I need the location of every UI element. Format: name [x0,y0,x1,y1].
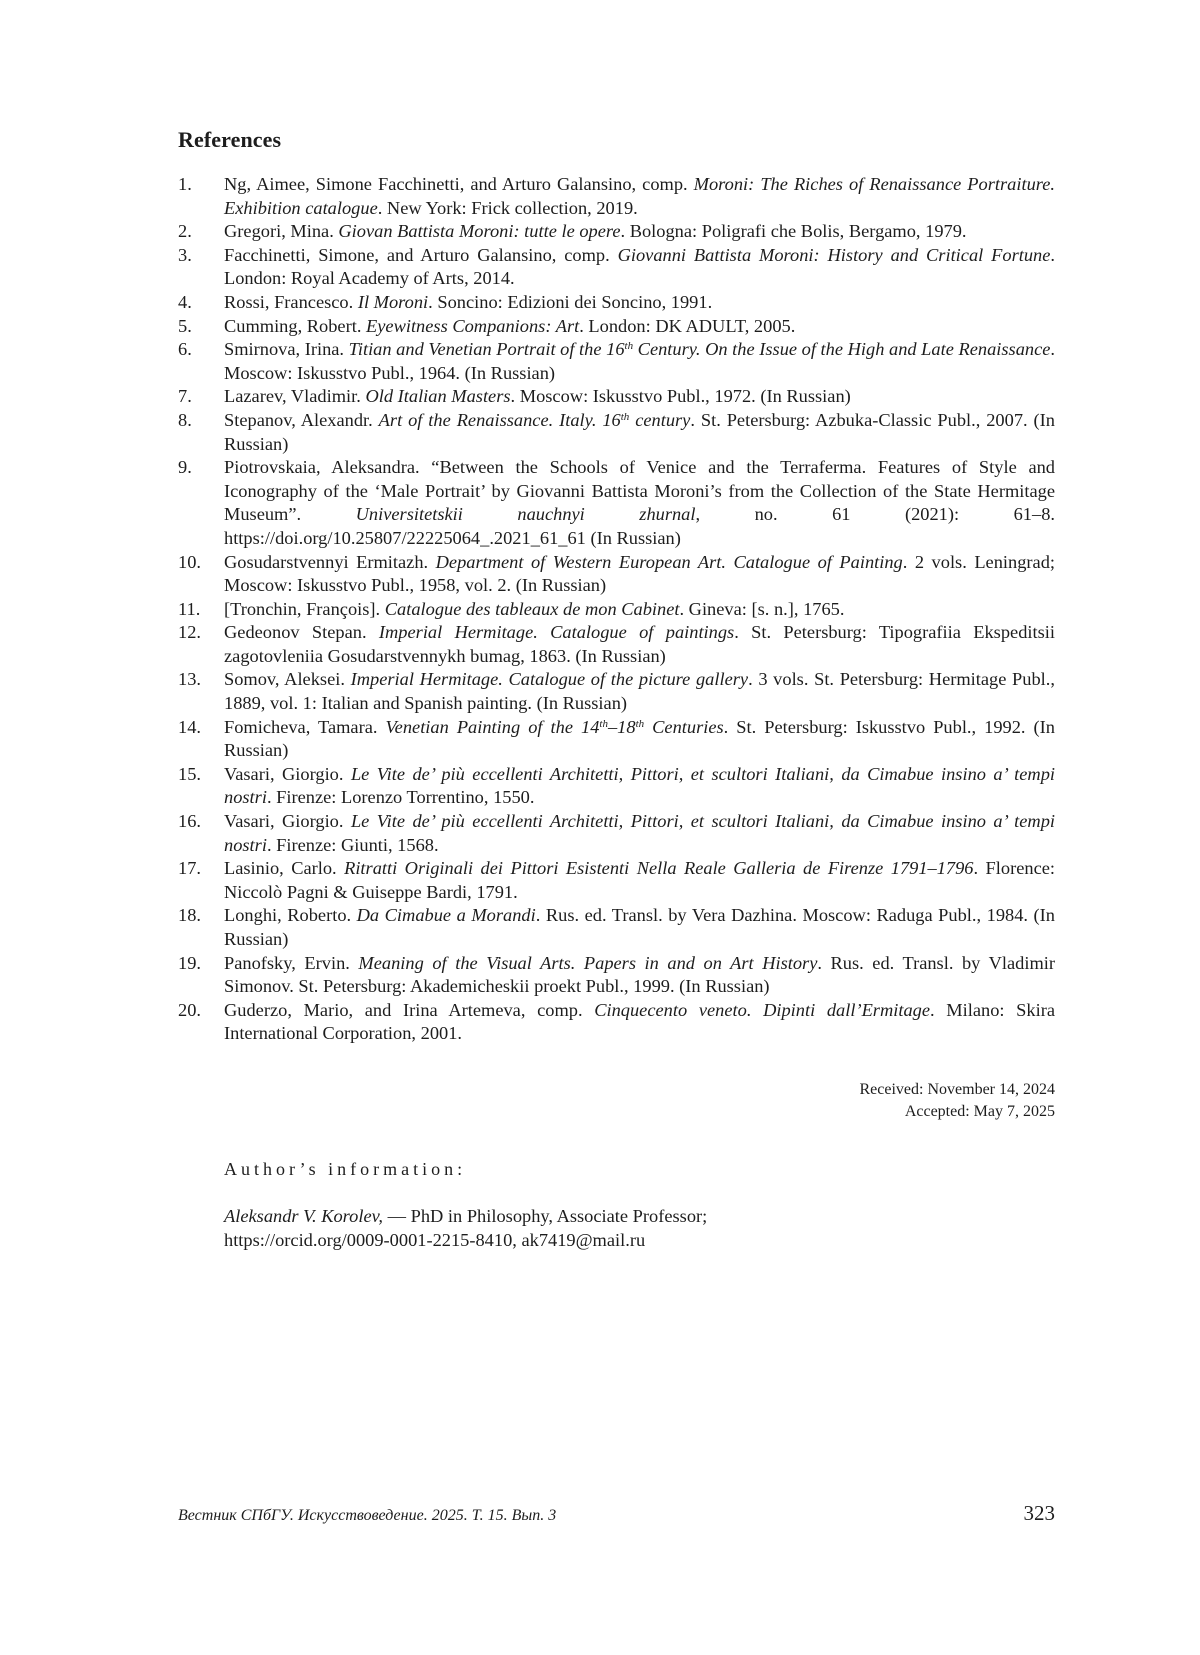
references-heading: References [178,127,282,152]
reference-title-part: Imperial Hermitage. Catalogue of the picture gallery [350,669,749,690]
reference-text-part: Gedeonov Stepan. [224,622,379,643]
reference-text-part: Facchinetti, Simone, and Arturo Galansino, comp. [224,244,618,265]
reference-text-part: Fomicheva, Tamara. [224,716,386,737]
reference-item [178,598,1055,622]
reference-text-part: . Moscow: Iskusstvo Publ., 1972. (In Russian) [510,386,851,407]
reference-text [224,621,1055,668]
author-info-heading: Author’s information: [224,1159,467,1179]
reference-text-part: . Gineva: [s. n.], 1765. [679,598,845,619]
reference-title-part: Moroni: The Riches of Renaissance Portraiture. Exhibition catalogue [224,174,1056,218]
reference-title-part: Le Vite de’ più eccellenti Architetti, Pittori, et scultori Italiani, da Cimabue insino a’ tempi nostri [224,763,1056,808]
author-name: Aleksandr V. Korolev, [224,1206,384,1226]
reference-text-part: , no. 61 (2021): 61–8. https://doi.org/10.25807/22225064_.2021_61_61 (In Russian) [224,504,1055,548]
reference-number: 13. [178,669,201,690]
reference-text [224,385,1055,409]
reference-number: 7. [178,386,192,407]
reference-text-part: Panofsky, Ervin. [224,952,359,973]
reference-title-part: Ritratti Originali dei Pittori Esistenti Nella Reale Galleria de Firenze 1791–1796 [344,858,974,879]
reference-item [178,621,1055,668]
reference-text-part: . Moscow: Iskusstvo Publ., 1964. (In Russian) [224,339,1056,383]
reference-title-part: Department of Western European Art. Catalogue of Painting [435,551,903,572]
reference-title-part: Art of the Renaissance. Italy. 16 [378,409,621,430]
reference-item [178,668,1055,715]
reference-number: 18. [178,905,201,926]
reference-text [224,716,1055,763]
reference-title-part: th [624,340,634,353]
reference-title-part: Giovanni Battista Moroni: History and Critical Fortune [617,244,1051,265]
accepted-date: Accepted: May 7, 2025 [904,1103,1055,1120]
reference-text-part: Piotrovskaia, Aleksandra. “Between the Schools of Venice and the Terraferma. Features of Style and Iconography of the ‘Male Portrait’ by Giovanni Battista Moroni’s from the Collection of the State Hermitage Museum”. [224,457,1055,525]
reference-text [224,598,1055,622]
reference-item [178,810,1055,857]
reference-text-part: Vasari, Giorgio. [224,763,351,784]
reference-text-part: . St. Petersburg: Azbuka-Classic Publ., 2007. (In Russian) [224,409,1055,454]
reference-number: 12. [178,622,201,643]
reference-number: 10. [178,551,201,572]
reference-title-part: Venetian Painting of the 14 [385,716,600,737]
reference-number: 2. [178,221,192,242]
reference-item [178,456,1055,550]
reference-text-part: Gregori, Mina. [224,221,339,242]
reference-text-part: . New York: Frick collection, 2019. [377,197,638,218]
reference-text [224,668,1055,715]
reference-text [224,220,1055,244]
reference-number: 20. [178,999,201,1020]
reference-text-part: Vasari, Giorgio. [224,811,351,832]
reference-text [224,810,1055,857]
reference-text [224,999,1055,1046]
reference-item [178,244,1055,291]
reference-number: 1. [178,174,192,194]
reference-text-part: . St. Petersburg: Iskusstvo Publ., 1992. (In Russian) [224,716,1055,761]
reference-item [178,857,1055,904]
reference-number: 11. [178,598,201,619]
reference-item [178,385,1055,409]
reference-number: 17. [178,858,201,879]
reference-title-part: Meaning of the Visual Arts. Papers in and on Art History [358,952,818,973]
reference-text-part: Guderzo, Mario, and Irina Artemeva, comp. [224,999,595,1020]
reference-text-part: . London: DK ADULT, 2005. [579,315,796,336]
reference-text-part: [Tronchin, François]. [224,598,385,619]
reference-number: 15. [178,763,201,784]
reference-number: 6. [178,339,192,360]
reference-title-part: Da Cimabue a Morandi [356,905,536,926]
reference-item [178,315,1055,339]
reference-text [224,173,1055,220]
reference-text-part: . Florence: Niccolò Pagni & Guiseppe Bardi, 1791. [224,858,1055,902]
reference-text [224,952,1055,999]
references-list [178,173,1055,1046]
reference-text-part: Lazarev, Vladimir. [224,386,366,407]
footer-journal-title: Вестник СПбГУ. Искусствоведение. 2025. Т. 15. Вып. 3 [178,1507,557,1524]
reference-title-part: Le Vite de’ più eccellenti Architetti, Pittori, et scultori Italiani, da Cimabue insino a’ tempi nostri [224,811,1056,855]
reference-item [178,338,1055,385]
reference-title-part: Eyewitness Companions: Art [366,315,580,336]
reference-title-part: century [629,409,691,430]
received-date: Received: November 14, 2024 [859,1081,1055,1098]
reference-item [178,999,1055,1046]
reference-number: 19. [178,952,201,973]
author-info [224,1205,984,1252]
reference-number: 9. [178,457,192,478]
reference-text [224,244,1055,291]
reference-text-part: . Rus. ed. Transl. by Vera Dazhina. Moscow: Raduga Publ., 1984. (In Russian) [224,905,1056,949]
reference-text-part: . Firenze: Lorenzo Torrentino, 1550. [266,787,535,808]
reference-title-part: Titian and Venetian Portrait of the 16 [348,339,625,360]
reference-item [178,904,1055,951]
reference-text-part: Gosudarstvennyi Ermitazh. [224,551,436,572]
reference-number: 5. [178,315,192,336]
reference-item [178,952,1055,999]
reference-text [224,291,1055,315]
reference-text [224,857,1055,904]
reference-title-part: th [599,717,608,730]
reference-item [178,716,1055,763]
reference-number: 8. [178,409,192,430]
reference-text [224,409,1055,456]
reference-text [224,763,1055,810]
reference-title-part: Century. On the Issue of the High and Late Renaissance [633,339,1051,360]
author-description: — PhD in Philosophy, Associate Professor; [383,1206,708,1226]
reference-item [178,551,1055,598]
page-number: 323 [1023,1501,1055,1525]
reference-title-part: Universitetskii nauchnyi zhurnal [355,504,696,525]
reference-text [224,315,1055,339]
reference-text [224,456,1055,550]
reference-text-part: . Bologna: Poligrafi che Bolis, Bergamo, 1979. [620,221,967,242]
author-line [224,1205,984,1229]
reference-title-part: th [635,717,645,730]
reference-item [178,220,1055,244]
reference-text-part: . 3 vols. St. Petersburg: Hermitage Publ., 1889, vol. 1: Italian and Spanish painting. (In Russian) [224,669,1055,714]
reference-text-part: . 2 vols. Leningrad; Moscow: Iskusstvo Publ., 1958, vol. 2. (In Russian) [224,551,1055,596]
reference-text-part: Somov, Aleksei. [224,669,351,690]
reference-number: 16. [178,811,201,832]
reference-title-part: Cinquecento veneto. Dipinti dall’Ermitage [594,999,931,1020]
reference-text-part: Smirnova, Irina. [224,339,349,360]
reference-text-part: . London: Royal Academy of Arts, 2014. [224,244,1056,289]
reference-title-part: Il Moroni [357,291,429,312]
submission-dates [860,1079,1056,1123]
reference-text-part: . Soncino: Edizioni dei Soncino, 1991. [428,291,713,312]
reference-item [178,291,1055,315]
reference-text-part: Cumming, Robert. [224,315,367,336]
reference-text-part: Lasinio, Carlo. [224,858,345,879]
reference-text-part: . Milano: Skira International Corporation, 2001. [224,999,1055,1044]
reference-text [224,551,1055,598]
reference-text-part: Ng, Aimee, Simone Facchinetti, and Arturo Galansino, comp. [224,174,694,194]
reference-title-part: Giovan Battista Moroni: tutte le opere [338,221,621,242]
reference-item [178,763,1055,810]
reference-number: 4. [178,291,192,312]
reference-title-part: Imperial Hermitage. Catalogue of paintings [378,622,735,643]
reference-item [178,409,1055,456]
reference-number: 3. [178,244,192,265]
reference-text-part: Stepanov, Alexandr. [224,409,379,430]
reference-title-part: Old Italian Masters [365,386,511,407]
reference-text-part: . Firenze: Giunti, 1568. [266,834,439,855]
reference-text-part: Rossi, Francesco. [224,291,358,312]
reference-text-part: . Rus. ed. Transl. by Vladimir Simonov. St. Petersburg: Akademicheskii proekt Publ., 1999. (In Russian) [224,952,1055,997]
reference-title-part: Catalogue des tableaux de mon Cabinet [384,598,680,619]
author-contact[interactable]: https://orcid.org/0009-0001-2215-8410, ak7419@mail.ru [224,1229,646,1250]
reference-text [224,338,1055,385]
reference-title-part: Centuries [644,716,724,737]
reference-text-part: Longhi, Roberto. [224,905,357,926]
reference-number: 14. [178,716,201,737]
reference-item [178,173,1055,220]
reference-title-part: –18 [607,716,636,737]
reference-text [224,904,1055,951]
reference-text-part: . St. Petersburg: Tipografiia Ekspeditsii zagotovleniia Gosudarstvennykh bumag, 1863. (In Russian) [224,622,1055,666]
reference-title-part: th [620,410,630,423]
